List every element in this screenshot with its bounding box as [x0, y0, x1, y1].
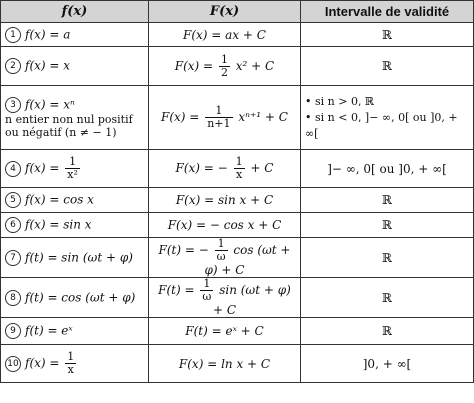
fraction [65, 351, 76, 376]
fraction [219, 54, 230, 79]
function-expression: f(x) = cos x [25, 192, 94, 207]
primitive-cell [149, 47, 301, 86]
header-function: f(x) [1, 1, 149, 23]
fraction-denominator: n+1 [207, 117, 231, 130]
interval-cell: ]− ∞, 0[ ou ]0, + ∞[ [301, 150, 474, 188]
primitive-cell [149, 345, 301, 383]
primitive-expression: F(t) = eˣ + C [185, 324, 264, 338]
table-row [1, 150, 474, 188]
fraction-numerator: 1 [200, 278, 213, 291]
header-primitive: F(x) [149, 1, 301, 23]
function-cell [1, 318, 149, 345]
row-number-badge: 8 [5, 290, 21, 306]
row-number-badge: 10 [5, 356, 21, 372]
function-cell [1, 238, 149, 278]
function-prefix: f(x) = [25, 356, 60, 370]
primitive-prefix: F(t) = − [158, 243, 209, 257]
fraction [205, 105, 232, 130]
primitive-suffix: xⁿ⁺¹ + C [238, 110, 288, 124]
table-row [1, 278, 474, 318]
function-expression: f(t) = cos (ωt + φ) [25, 290, 136, 304]
fraction-denominator: ω [202, 290, 212, 303]
function-note: n entier non nul positif [5, 112, 133, 126]
function-note: ou négatif (n ≠ − 1) [5, 125, 117, 139]
fraction-numerator: 1 [65, 156, 80, 169]
row-number-badge: 3 [5, 97, 21, 113]
fraction-numerator: 1 [205, 105, 232, 118]
fraction-denominator: ω [216, 250, 226, 263]
table-row [1, 345, 474, 383]
row-number-badge: 5 [5, 192, 21, 208]
function-cell [1, 47, 149, 86]
primitive-prefix: F(t) = [158, 283, 195, 297]
primitive-cell [149, 318, 301, 345]
function-expression: f(x) = sin x [25, 217, 92, 232]
function-cell [1, 86, 149, 150]
fraction-numerator: 1 [235, 155, 243, 168]
fraction-denominator: 2 [220, 65, 228, 79]
interval-cell: ℝ [301, 188, 474, 213]
primitive-cell [149, 213, 301, 238]
fraction-denominator: x [67, 363, 74, 376]
function-cell [1, 23, 149, 47]
interval-cell: ℝ [301, 23, 474, 47]
primitive-expression: F(x) = sin x + C [175, 193, 274, 207]
table-row [1, 238, 474, 278]
function-cell [1, 345, 149, 383]
row-number-badge: 1 [5, 27, 21, 43]
interval-cell: ℝ [301, 47, 474, 86]
row-number-badge: 6 [5, 217, 21, 233]
table-row [1, 188, 474, 213]
primitive-cell [149, 86, 301, 150]
table-row [1, 47, 474, 86]
primitive-expression: F(x) = ln x + C [178, 356, 271, 371]
header-row [1, 1, 474, 23]
primitive-suffix: sin (ωt + φ) + C [212, 283, 291, 317]
interval-cell: ℝ [301, 318, 474, 345]
primitive-prefix: F(x) = [161, 110, 200, 124]
interval-cell: ℝ [301, 238, 474, 278]
interval-cell [301, 86, 474, 150]
interval-condition: • si n < 0, ]− ∞, 0[ ou ]0, + ∞[ [305, 110, 458, 140]
primitive-cell [149, 23, 301, 47]
primitive-suffix: + C [250, 161, 274, 175]
function-expression: f(x) = xⁿ [25, 97, 75, 111]
interval-cell: ℝ [301, 278, 474, 318]
function-cell [1, 213, 149, 238]
function-cell [1, 278, 149, 318]
interval-condition: • si n > 0, ℝ [305, 94, 375, 108]
function-expression: f(x) = x [25, 58, 71, 73]
fraction-denominator: x [235, 168, 243, 181]
fraction-numerator: 1 [215, 238, 228, 251]
primitive-cell [149, 188, 301, 213]
primitive-expression: F(x) = ax + C [183, 27, 266, 42]
fraction-numerator: 1 [67, 350, 75, 363]
function-cell [1, 150, 149, 188]
fraction-denominator: x² [67, 168, 78, 181]
table-row [1, 86, 474, 150]
function-expression: f(x) = a [25, 27, 71, 41]
fraction [200, 278, 213, 303]
primitive-prefix: F(x) = [174, 58, 214, 73]
fraction [234, 156, 245, 181]
table-row [1, 318, 474, 345]
primitive-cell [149, 238, 301, 278]
primitive-suffix: cos (ωt + φ) + C [204, 243, 291, 277]
fraction [65, 156, 80, 181]
function-cell [1, 188, 149, 213]
row-number-badge: 4 [5, 161, 21, 177]
function-prefix: f(x) = [25, 161, 60, 175]
table-row [1, 23, 474, 47]
row-number-badge: 7 [5, 250, 21, 266]
fraction [215, 238, 228, 263]
fraction-numerator: 1 [220, 52, 228, 66]
interval-cell: ]0, + ∞[ [301, 345, 474, 383]
table-row [1, 213, 474, 238]
primitive-cell [149, 278, 301, 318]
row-number-badge: 9 [5, 323, 21, 339]
primitive-cell [149, 150, 301, 188]
header-interval: Intervalle de validité [301, 1, 474, 23]
function-expression: f(t) = sin (ωt + φ) [25, 250, 133, 264]
function-expression: f(t) = eˣ [25, 323, 73, 338]
primitive-expression: F(x) = − cos x + C [167, 218, 282, 232]
row-number-badge: 2 [5, 58, 21, 74]
primitive-suffix: x² + C [235, 58, 275, 73]
primitive-prefix: F(x) = − [175, 161, 228, 175]
interval-cell: ℝ [301, 213, 474, 238]
